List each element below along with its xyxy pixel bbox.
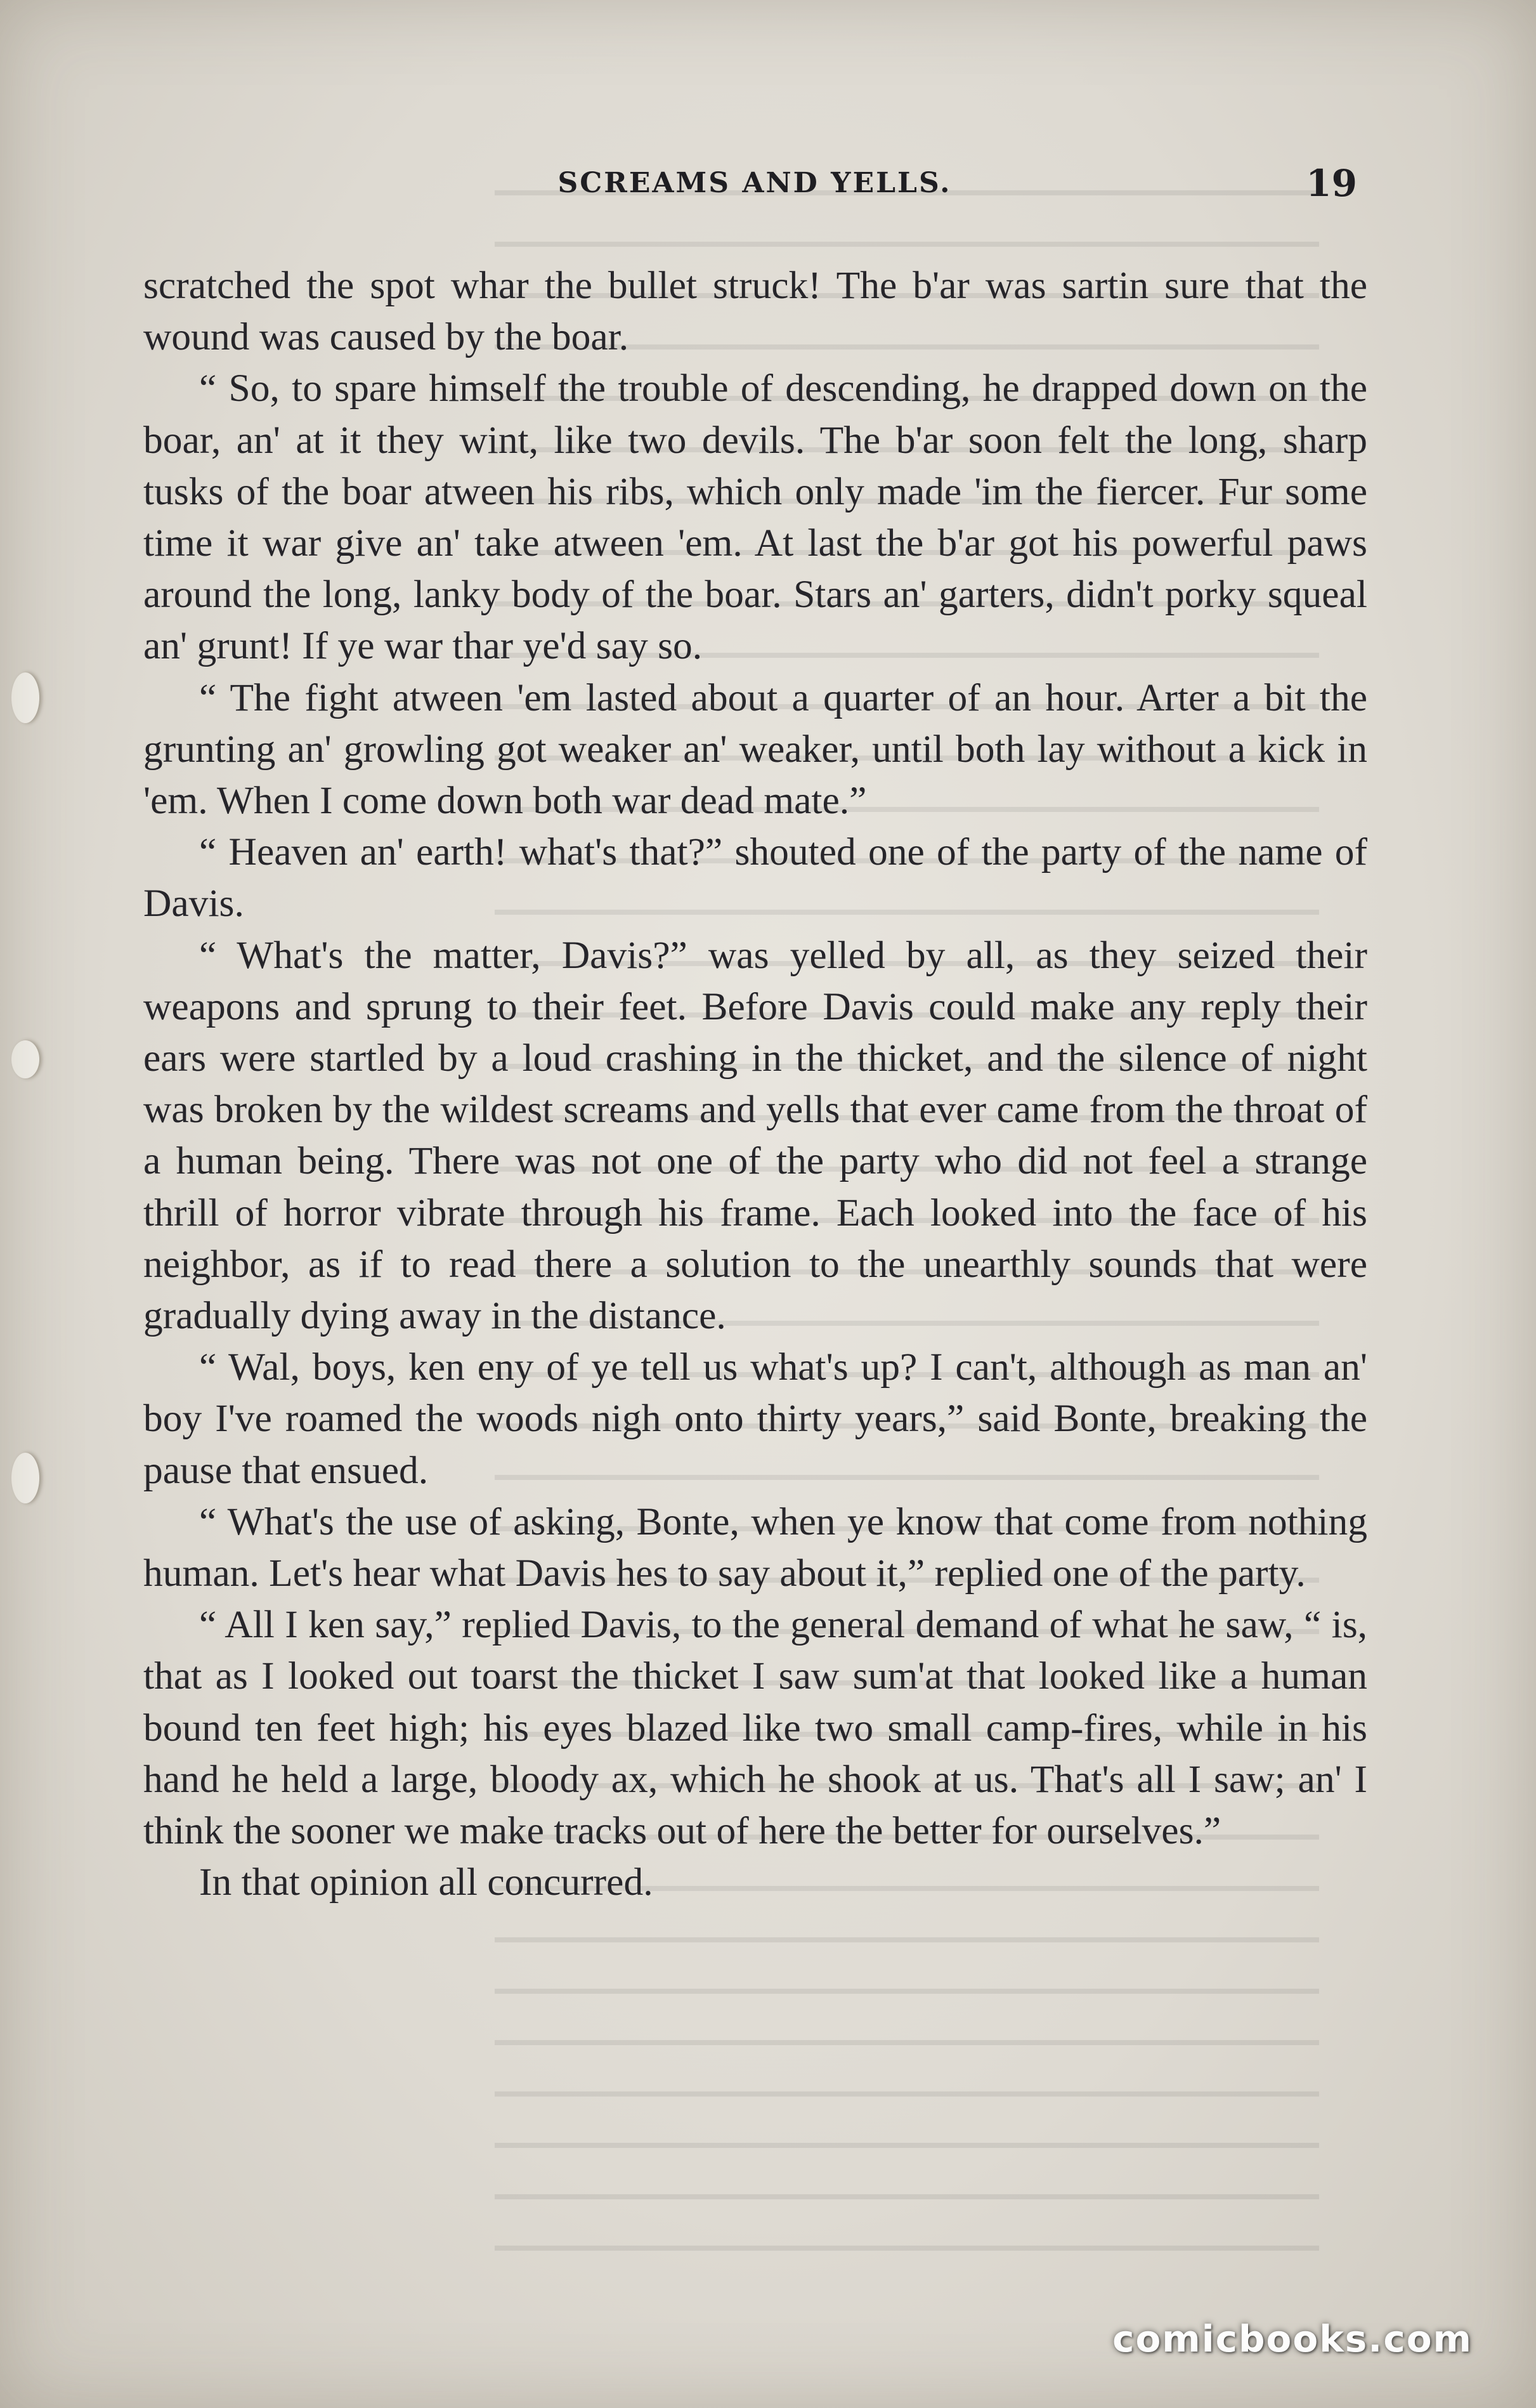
binding-hole	[11, 672, 39, 723]
body-text	[143, 260, 1367, 1909]
running-head	[140, 162, 1370, 213]
binding-hole	[11, 1453, 39, 1503]
paragraph: “ Heaven an' earth! what's that?” shouted one of the party of the name of Davis.	[143, 830, 1367, 926]
paragraph: “ All I ken say,” replied Davis, to the general demand of what he saw, “ is, that as I looked out toarst the thicket I saw sum'at that looked like a human bound ten feet high; his eyes blazed like two small camp-fires, while in his hand he held a large, bloody ax, which he shook at us. That's all I saw; an' I think the sooner we make tracks out of here the better for ourselves.”	[143, 1603, 1367, 1853]
page-number: 19	[1306, 162, 1357, 205]
paragraph: “ What's the use of asking, Bonte, when ye know that come from nothing human. Let's hear what Davis hes to say about it,” replied one of the party.	[143, 1500, 1367, 1595]
site-watermark: comicbooks.com	[1112, 2317, 1473, 2360]
paragraph: “ Wal, boys, ken eny of ye tell us what's up? I can't, although as man an' boy I've roamed the woods nigh onto thirty years,” said Bonte, breaking the pause that ensued.	[143, 1345, 1367, 1492]
paragraph: “ So, to spare himself the trouble of descending, he drapped down on the boar, an' at it they wint, like two devils. The b'ar soon felt the long, sharp tusks of the boar atween his ribs, which only made 'im the fiercer. Fur some time it war give an' take atween 'em. At last the b'ar got his powerful paws around the long, lanky body of the boar. Stars an' garters, didn't porky squeal an' grunt! If ye war thar ye'd say so.	[143, 367, 1367, 668]
running-title: SCREAMS AND YELLS.	[557, 167, 952, 199]
paragraph: “ What's the matter, Davis?” was yelled by all, as they seized their weapons and sprung to their feet. Before Davis could make any reply their ears were startled by a loud crashing in the thicket, and the silence of night was broken by the wildest screams and yells that ever came from the throat of a human being. There was not one of the party who did not feel a strange thrill of horror vibrate through his frame. Each looked into the face of his neighbor, as if to read there a solution to the unearthly sounds that were gradually dying away in the distance.	[143, 933, 1367, 1338]
paragraph: “ The fight atween 'em lasted about a quarter of an hour. Arter a bit the grunting an' growling got weaker an' weaker, until both lay without a kick in 'em. When I come down both war dead mate.”	[143, 676, 1367, 823]
binding-hole	[11, 1040, 39, 1078]
paragraph: scratched the spot whar the bullet struck! The b'ar was sartin sure that the wound was caused by the boar.	[143, 264, 1367, 359]
paragraph: In that opinion all concurred.	[199, 1861, 653, 1904]
